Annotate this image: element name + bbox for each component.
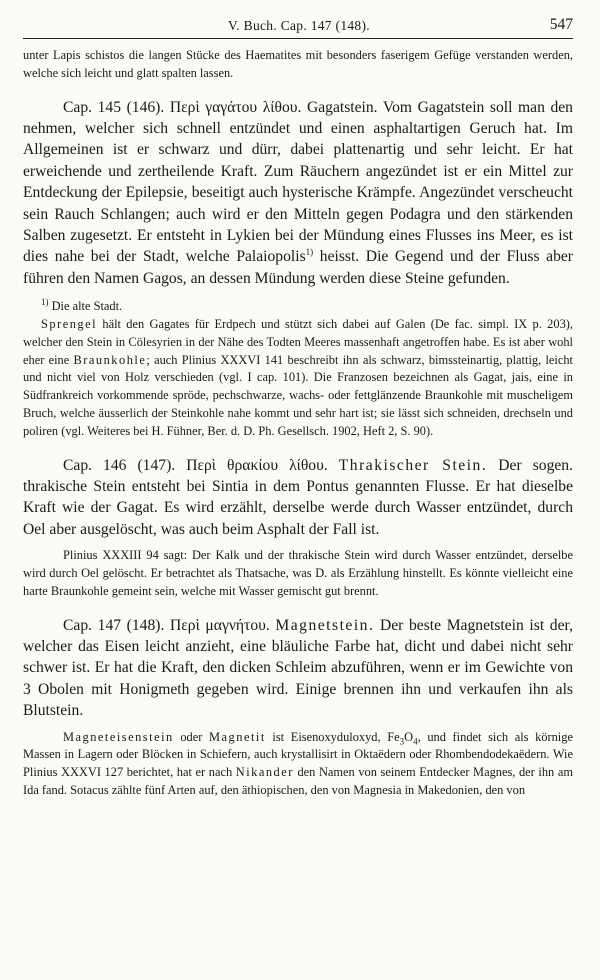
chapter-146-heading: Cap. 146 (147). <box>63 456 176 474</box>
intro-paragraph <box>23 47 573 83</box>
chapter-147-heading: Cap. 147 (148). <box>63 616 165 634</box>
chapter-145-note <box>23 316 573 441</box>
chapter-145-text: Vom Gagatstein soll man den nehmen, welcher sich schnell entzündet und einen asphaltartigen Geruch hat. Im Allgemeinen ist er schwarz und dürr, dabei plattenartig und sehr leicht. Er hat erweichende und zertheilende Kraft. Zum Räuchern angezündet ist er ein Mittel zur Entdeckung der Epilepsie, beseitigt auch hysterische Krämpfe. Angezündet verscheucht sein Rauch Schlangen; auch wird er den Mitteln gegen Podagra und den stärkenden Salben zugesetzt. Er entsteht in Lykien bei der Mündung eines Flusses ins Meer, es ist dies nahe bei der Stadt, welche Palaiopolis <box>23 98 573 266</box>
page-number: 547 <box>549 16 573 33</box>
chapter-145-note-text-continued: ; auch Plinius XXXVI 141 beschreibt ihn als schwarz, bimssteinartig, plattig, leicht und nicht viel von Holz verschieden (vgl. I cap. 101). Die Franzosen bezeichnen als Gagat, jais, eine in Südfrankreich vorkommende spröde, pechschwarze, wachs- oder fettglänzende Braunkohle mit muscheligem Bruch, welche äusserlich der Steinkohle nahe kommt und sehr hart ist; sie lässt sich schneiden, drechseln und poliren (vgl. Weiteres bei H. Fühner, Ber. d. D. Ph. Gesellsch. 1902, Heft 2, S. 90). <box>23 352 573 438</box>
chapter-146-note-text: Plinius XXXIII 94 sagt: Der Kalk und der thrakische Stein wird durch Wasser entzündet, derselbe wird durch Oel gelöscht. Er betrachtet als Thatsache, was D. als Erzählung hinstellt. Es könnte vielleicht eine harte Braunkohle gemeint sein, welche mit Wasser gemischt gut brennt. <box>23 548 573 598</box>
chapter-146-note <box>23 547 573 600</box>
footnote-reference: 1) <box>305 247 314 258</box>
note-text-eisenoxyduloxyd: ist Eisenoxyduloxyd, <box>272 729 381 744</box>
note-author-sprengel: Sprengel <box>41 317 98 332</box>
formula-fe: Fe <box>387 729 400 744</box>
footnote-1-mark: 1) <box>41 297 49 308</box>
page-header <box>23 12 573 38</box>
chapter-147-text: Der beste Magnetstein ist der, welcher das Eisen leicht anzieht, eine bläuliche Farbe hat, dicht und dabei nicht sehr schwer ist. Er hat die Kraft, den dicken Schleim abzuführen, wenn er im Gewichte von 3 Obolen mit Honigmeth gegeben wird. Einige brennen ihn und verkaufen ihn als Blutstein. <box>23 616 573 720</box>
header-rule <box>23 38 573 39</box>
chapter-147-note-text: , und findet sich als körnige Massen in Lagern oder Blöcken in Schiefern, auch krystallisirt in Oktaëdern oder Rhombendodekaëdern. Wie Plinius XXXVI 127 berichtet, hat er nach <box>23 729 573 780</box>
chapter-147-note-text-continued: den Namen von seinem Entdecker Magnes, der ihn am Ida fand. Sotacus zählte fünf Arten auf, den äthiopischen, den von Magnesia in Makedonien, den von <box>23 765 573 798</box>
chapter-147-title: Magnetstein. <box>275 616 375 634</box>
note-term-magneteisenstein: Magneteisenstein <box>63 729 174 744</box>
formula-sub-3: 3 <box>399 736 405 747</box>
chapter-145-title: Gagatstein. <box>306 98 378 116</box>
footnote-1-text: Die alte Stadt. <box>51 299 123 314</box>
footnote-1 <box>23 298 573 316</box>
chapter-147-greek-title: Περὶ μαγνήτου. <box>170 616 270 634</box>
chapter-146-paragraph <box>23 455 573 541</box>
chapter-145-text-continued: heisst. Die Gegend und der Fluss aber führen den Namen Gagos, an dessen Mündung werden diese Steine gefunden. <box>23 248 573 287</box>
intro-text: unter Lapis schistos die langen Stücke des Haematites mit besonders faserigem Gefüge verstanden werden, welche sich leicht und glatt spalten lassen. <box>23 48 573 80</box>
note-author-nikander: Nikander <box>235 765 294 780</box>
chapter-147-paragraph <box>23 615 573 722</box>
note-word-oder: oder <box>180 729 203 744</box>
chapter-145-greek-title: Περὶ γαγάτου λίθου. <box>169 98 302 116</box>
note-term-braunkohle: Braunkohle <box>73 352 147 367</box>
chapter-145-paragraph <box>23 97 573 290</box>
chapter-145-note-text: hält den Gagates für Erdpech und stützt sich dabei auf Galen (De fac. simpl. IX p. 203), welcher den Stein in Cölesyrien in der Nähe des Todten Meeres massenhaft angetroffen habe. Es ist aber wohl eher eine <box>23 317 573 367</box>
formula-sub-4: 4 <box>413 736 418 747</box>
note-term-magnetit: Magnetit <box>209 729 266 744</box>
formula-o: O <box>404 729 414 744</box>
chapter-146-title: Thrakischer Stein. <box>338 456 488 474</box>
chapter-145-heading: Cap. 145 (146). <box>63 98 165 116</box>
chapter-147-note <box>23 729 573 800</box>
running-title: V. Buch. Cap. 147 (148). <box>228 18 370 33</box>
chemical-formula <box>387 729 418 747</box>
chapter-146-text: Der sogen. thrakische Stein entsteht bei Sintia in dem Pontus genannten Flusse. Er hat dieselbe Kraft wie der Gagat. Es wird erzählt, derselbe werde durch Wasser entzündet, durch Oel aber ausgelöscht, was auch beim Asphalt der Fall ist. <box>23 456 573 538</box>
chapter-146-greek-title: Περὶ θρακίου λίθου. <box>186 456 328 474</box>
